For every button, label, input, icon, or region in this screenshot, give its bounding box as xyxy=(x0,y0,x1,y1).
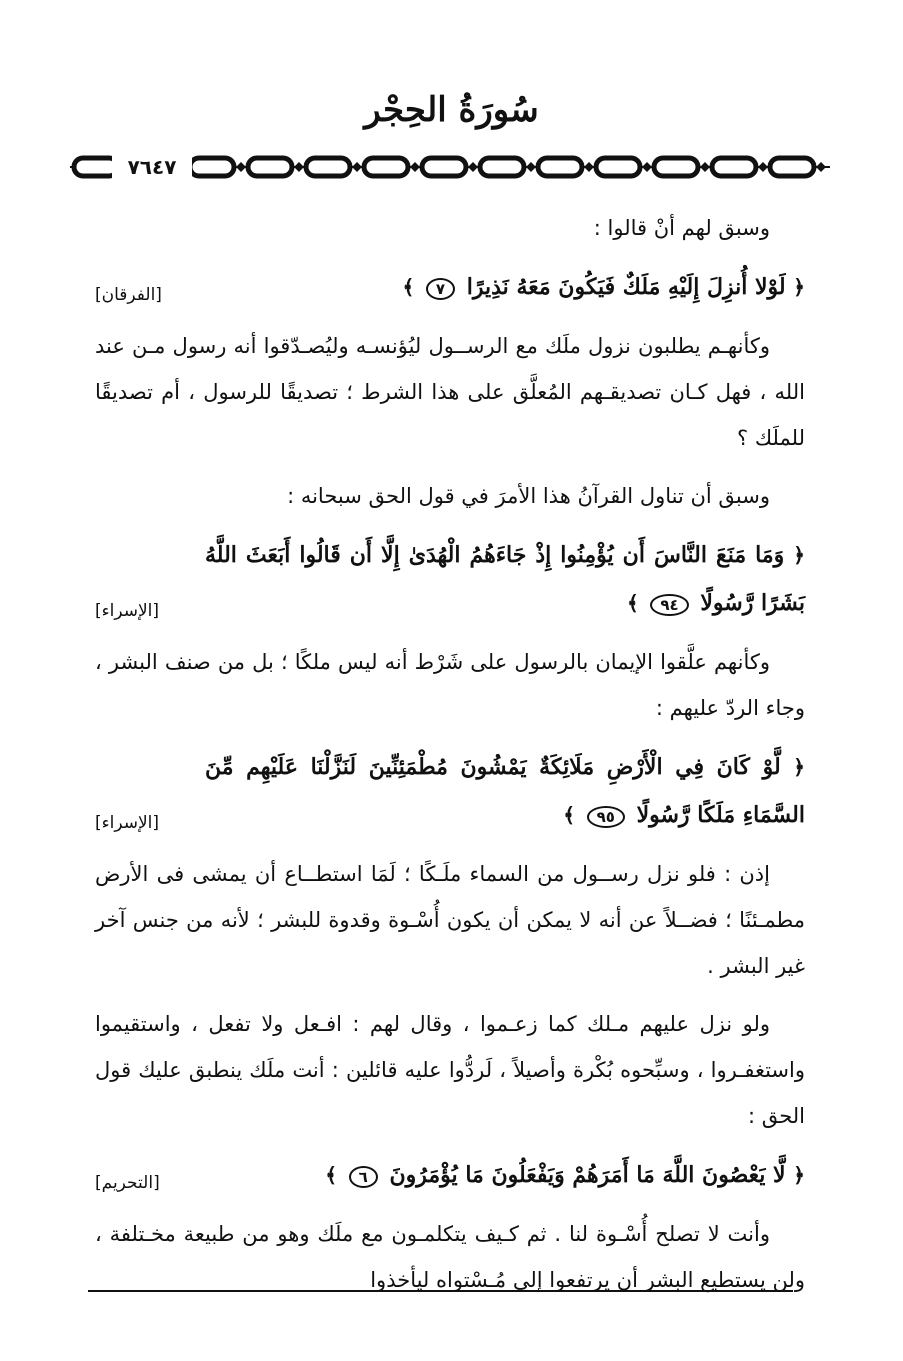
body-paragraph: وسبق لهم أنْ قالوا : xyxy=(593,216,770,240)
chain-diamond xyxy=(410,162,420,172)
chain-link xyxy=(190,158,234,176)
ayah-number: ٩٥ xyxy=(587,806,625,828)
chain-diamond xyxy=(352,162,362,172)
verse-open-bracket: ﴿ xyxy=(793,275,805,299)
chain-diamond xyxy=(642,162,652,172)
quran-verse xyxy=(95,263,805,311)
verse-text: لَوْلا أُنزِلَ إِلَيْهِ مَلَكٌ فَيَكُونَ مَعَهُ نَذِيرًا xyxy=(466,274,786,300)
chain-diamond xyxy=(584,162,594,172)
body-paragraph: ولو نزل عليهم مـلك كما زعـموا ، وقال لهم : افـعل ولا تفعل ، واستقيموا واستغفـروا ، وسبِّحوه بُكْرة وأصيلاً ، لَردُّوا عليه قائلين : أنت ملَك ينطبق عليك قول الحق : xyxy=(95,1012,805,1128)
chain-diamond xyxy=(816,162,826,172)
chain-diamond xyxy=(294,162,304,172)
chain-link xyxy=(770,158,814,176)
quran-verse xyxy=(95,743,805,839)
surah-title: سُورَةُ الحِجْر xyxy=(364,90,539,130)
body-paragraph: وسبق أن تناول القرآنُ هذا الأمرَ في قول الحق سبحانه : xyxy=(287,484,770,508)
body-paragraph: وكأنهم علَّقوا الإيمان بالرسول على شَرْط أنه ليس ملكًا ؛ بل من صنف البشر ، وجاء الردّ عليهم : xyxy=(95,650,805,720)
ayah-number: ٧ xyxy=(426,278,455,300)
chain-diamond xyxy=(526,162,536,172)
chain-link xyxy=(538,158,582,176)
verse-close-bracket: ﴾ xyxy=(402,275,415,299)
verse-open-bracket: ﴿ xyxy=(793,1163,805,1187)
quran-verse xyxy=(95,531,805,627)
verse-text: وَمَا مَنَعَ النَّاسَ أَن يُؤْمِنُوا إِذْ جَاءَهُمُ الْهُدَىٰ إِلَّا أَن قَالُوا أَبَعَثَ اللَّهُ بَشَرًا رَّسُولًا xyxy=(205,542,805,616)
page-number: ٧٦٤٧ xyxy=(112,150,192,184)
verse-open-bracket: ﴿ xyxy=(793,755,805,779)
verse-close-bracket: ﴾ xyxy=(563,803,575,827)
verse-text: لَّا يَعْصُونَ اللَّهَ مَا أَمَرَهُمْ وَيَفْعَلُونَ مَا يُؤْمَرُونَ xyxy=(389,1162,786,1188)
chain-link xyxy=(654,158,698,176)
verse-close-bracket: ﴾ xyxy=(325,1163,337,1187)
verse-text: لَّوْ كَانَ فِي الْأَرْضِ مَلَائِكَةٌ يَمْشُونَ مُطْمَئِنِّينَ لَنَزَّلْنَا عَلَيْهِم مِّنَ السَّمَاءِ مَلَكًا رَّسُولًا xyxy=(205,754,805,828)
chain-link xyxy=(422,158,466,176)
body-paragraph: إذن : فلو نزل رســول من السماء ملَـكًا ؛ لَمَا استطــاع أن يمشى فى الأرض مطمـئنًا ؛ فضــلاً عن أنه لا يمكن أن يكون أُسْـوة وقدوة للبشر ؛ لأنه من جنس آخر غير البشر . xyxy=(95,862,805,978)
chain-link xyxy=(248,158,292,176)
chain-diamond xyxy=(468,162,478,172)
chain-link xyxy=(712,158,756,176)
verse-open-bracket: ﴿ xyxy=(793,543,805,567)
chain-diamond xyxy=(700,162,710,172)
chain-link xyxy=(596,158,640,176)
surah-reference: [التحريم] xyxy=(95,1173,160,1193)
surah-reference: [الفرقان] xyxy=(95,285,162,305)
chain-link xyxy=(480,158,524,176)
surah-reference: [الإسراء] xyxy=(95,601,160,621)
page-body xyxy=(95,205,805,1315)
body-paragraph: وأنت لا تصلح أُسْـوة لنا . ثم كـيف يتكلمـون مع ملَك وهو من طبيعة مخـتلفة ، ولن يستطيع البشر أن يرتفعوا إلى مُـسْتواه ليأخذوا xyxy=(95,1222,805,1292)
quran-verse xyxy=(95,1151,805,1199)
chain-link xyxy=(364,158,408,176)
chain-diamond xyxy=(236,162,246,172)
ayah-number: ٩٤ xyxy=(650,594,688,616)
chain-link xyxy=(306,158,350,176)
verse-close-bracket: ﴾ xyxy=(626,591,639,615)
ayah-number: ٦ xyxy=(349,1166,378,1188)
chain-diamond xyxy=(758,162,768,172)
body-paragraph: وكأنهـم يطلبون نزول ملَك مع الرســول ليُؤنسـه وليُصـدّقوا أنه رسول مـن عند الله ، فهل كـان تصديقـهم المُعلَّق على هذا الشرط ؛ تصديقًا للرسول ، أم تصديقًا للملَك ؟ xyxy=(95,334,805,450)
footer-rule xyxy=(88,1290,793,1292)
surah-reference: [الإسراء] xyxy=(95,813,160,833)
